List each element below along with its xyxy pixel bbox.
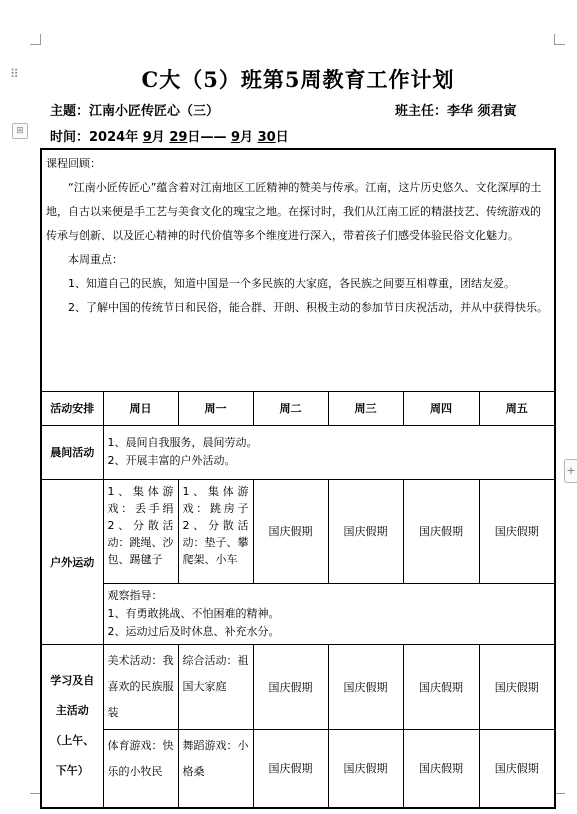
time-day-char-end: 日 — [275, 130, 289, 145]
observation-line-2: 2、运动过后及时休息、补充水分。 — [107, 624, 280, 638]
course-review-cell — [41, 149, 555, 391]
review-paragraph: “江南小匠传匠心”蕴含着对江南地区工匠精神的赞美与传承。江南，这片历史悠久、文化深厚的土地，自古以来便是手工艺与美食文化的瑰宝之地。在探讨时，我们从江南工匠的精湛技艺、传统游戏的传承与创新、以及匠心精神的时代价值等多个维度进行深入，带着孩子们感受体验民俗文化魅力。 — [46, 181, 542, 242]
header-thursday: 周四 — [403, 391, 479, 425]
theme-label: 主题： — [50, 104, 90, 119]
time-month-start: 9 — [142, 130, 152, 145]
outdoor-activity-label: 户外运动 — [41, 479, 103, 644]
time-day-end: 30 — [257, 130, 276, 145]
paragraph-drag-handle-icon[interactable]: ⠿ — [10, 67, 18, 81]
study-activity-label — [41, 644, 103, 808]
header-sunday: 周日 — [103, 391, 178, 425]
study-tuesday-1: 国庆假期 — [253, 644, 328, 729]
study-friday-2: 国庆假期 — [479, 729, 555, 808]
time-day-char-start: 日 — [187, 130, 201, 145]
page-title: C大（5）班第5周教育工作计划 — [141, 67, 455, 92]
margin-corner-top-left — [30, 34, 41, 45]
time-line — [50, 126, 289, 145]
study-friday-1: 国庆假期 — [479, 644, 555, 729]
time-year: 2024年 — [89, 130, 139, 145]
teacher-label: 班主任： — [395, 104, 448, 119]
study-monday-2: 舞蹈游戏：小格桑 — [178, 729, 253, 808]
study-label-line-3: （上午、 — [50, 733, 95, 747]
review-label: 课程回顾： — [46, 157, 101, 170]
header-monday: 周一 — [178, 391, 253, 425]
outdoor-sunday: 1、集体游戏：丢手绢 2、分散活动：跳绳、沙包、踢毽子 — [103, 479, 178, 583]
study-thursday-2: 国庆假期 — [403, 729, 479, 808]
teacher-line — [395, 100, 517, 119]
header-friday: 周五 — [479, 391, 555, 425]
focus-label: 本周重点： — [68, 253, 123, 266]
theme-value: 江南小匠传匠心（三） — [89, 104, 220, 119]
morning-line-2: 2、开展丰富的户外活动。 — [107, 454, 236, 467]
outdoor-wednesday: 国庆假期 — [328, 479, 403, 583]
theme-line — [50, 100, 219, 119]
study-wednesday-2: 国庆假期 — [328, 729, 403, 808]
teacher-value: 李华 须君寅 — [447, 104, 517, 119]
morning-activity-content — [103, 425, 555, 479]
weekly-plan-table — [40, 148, 556, 809]
header-tuesday: 周二 — [253, 391, 328, 425]
time-month-end: 9 — [230, 130, 241, 145]
outdoor-friday: 国庆假期 — [479, 479, 555, 583]
margin-corner-top-right — [554, 34, 565, 45]
study-monday-1: 综合活动：祖国大家庭 — [178, 644, 253, 729]
observation-guidance — [103, 583, 555, 644]
observation-label: 观察指导： — [107, 588, 163, 602]
study-label-line-4: 下午） — [55, 763, 89, 777]
focus-item-2: 2、了解中国的传统节日和民俗，能合群、开朗、积极主动的参加节日庆祝活动，并从中获得快乐。 — [68, 301, 548, 314]
header-wednesday: 周三 — [328, 391, 403, 425]
table-move-handle-icon[interactable]: ⊞ — [12, 123, 28, 139]
add-column-icon[interactable]: + — [564, 459, 577, 483]
study-thursday-1: 国庆假期 — [403, 644, 479, 729]
outdoor-tuesday: 国庆假期 — [253, 479, 328, 583]
study-sunday-1: 美术活动：我喜欢的民族服装 — [103, 644, 178, 729]
study-label-line-2: 主活动 — [55, 703, 89, 717]
outdoor-thursday: 国庆假期 — [403, 479, 479, 583]
focus-item-1: 1、知道自己的民族，知道中国是一个多民族的大家庭，各民族之间要互相尊重，团结友爱。 — [68, 277, 515, 290]
header-activity: 活动安排 — [41, 391, 103, 425]
morning-line-1: 1、晨间自我服务，晨间劳动。 — [107, 436, 258, 449]
study-sunday-2: 体育游戏：快乐的小牧民 — [103, 729, 178, 808]
outdoor-monday: 1、集体游戏：跳房子 2、分散活动：垫子、攀爬架、小车 — [178, 479, 253, 583]
study-wednesday-1: 国庆假期 — [328, 644, 403, 729]
study-label-line-1: 学习及自 — [50, 673, 95, 687]
time-day-start: 29 — [169, 130, 188, 145]
time-dash: —— — [200, 130, 227, 145]
morning-activity-label: 晨间活动 — [41, 425, 103, 479]
time-label: 时间： — [50, 130, 90, 145]
time-month-char-start: 月 — [151, 130, 165, 145]
observation-line-1: 1、有勇敢挑战、不怕困难的精神。 — [107, 606, 280, 620]
study-tuesday-2: 国庆假期 — [253, 729, 328, 808]
time-month-char-end: 月 — [240, 130, 254, 145]
